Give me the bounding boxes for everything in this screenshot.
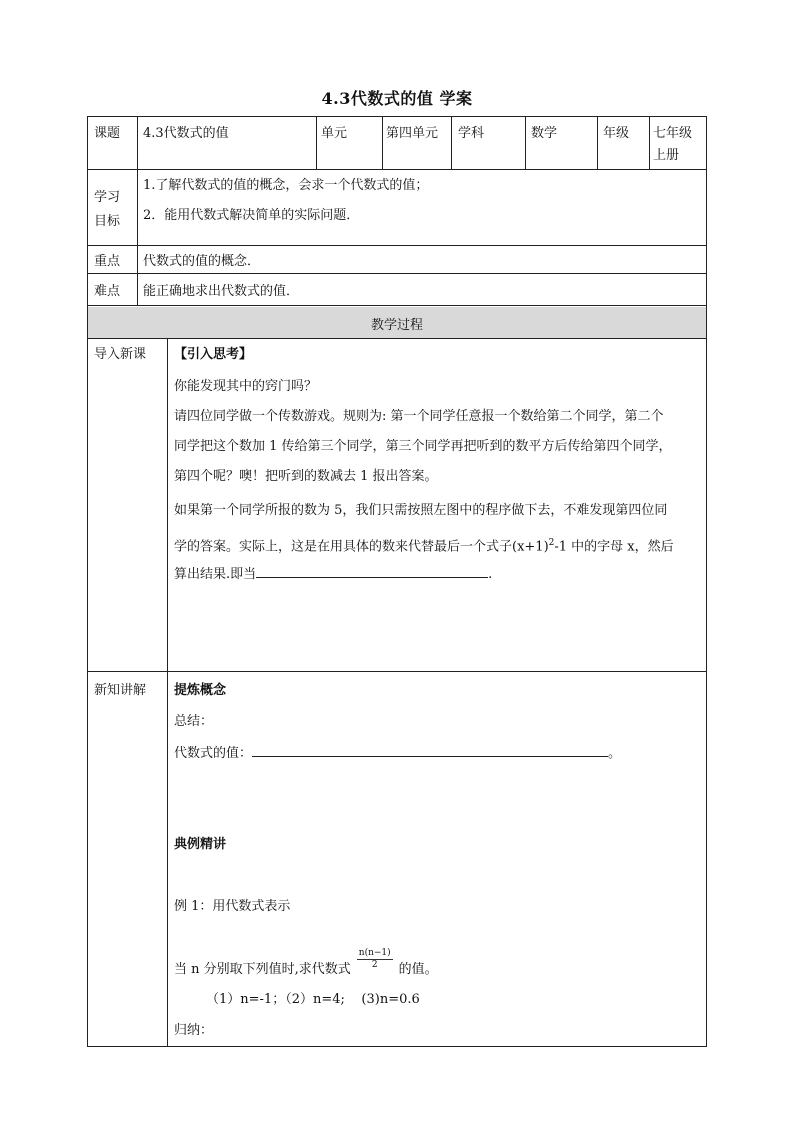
- lesson-value: 4.3代数式的值: [143, 126, 229, 141]
- grade-value: 七年级上册: [653, 126, 693, 163]
- intro-text-part: -1 中的字母 x，然后: [554, 539, 674, 555]
- intro-text-line: [174, 563, 492, 586]
- row-divider: [87, 245, 707, 246]
- definition-label: 代数式的值：: [174, 746, 253, 761]
- goals-label: 学习目标: [94, 190, 121, 229]
- concept-heading: 提炼概念: [174, 683, 227, 698]
- unit-value: 第四单元: [386, 126, 439, 141]
- table-border-left: [87, 116, 88, 1047]
- intro-heading: 【引入思考】: [174, 347, 253, 362]
- definition-line: [174, 742, 621, 765]
- focus-label: 重点: [94, 254, 121, 269]
- intro-text-line: 请四位同学做一个传数游戏。规则为: 第一个同学任意报一个数给第二个同学，第二个: [174, 409, 664, 424]
- row-divider: [87, 671, 707, 672]
- lesson-label: 课题: [94, 126, 121, 141]
- row-divider: [87, 169, 707, 170]
- intro-text-line: 第四个呢？噢！把听到的数减去 1 报出答案。: [174, 469, 438, 484]
- subject-label: 学科: [458, 126, 485, 141]
- goal-item: 1.了解代数式的值的概念，会求一个代数式的值；: [143, 178, 429, 193]
- column-divider: [451, 116, 452, 169]
- answer-blank[interactable]: [256, 563, 488, 578]
- intro-text-part: 算出结果.即当: [174, 567, 257, 582]
- definition-blank[interactable]: [252, 742, 608, 757]
- table-border-bottom: [87, 1046, 707, 1047]
- prompt-text: 当 n 分别取下列值时,求代数式: [174, 962, 351, 977]
- column-divider: [167, 338, 168, 1047]
- prompt-text: 的值。: [398, 962, 438, 977]
- example-1: 例 1：用代数式表示: [174, 899, 291, 914]
- fraction: [357, 948, 393, 971]
- focus-value: 代数式的值的概念．: [143, 254, 261, 269]
- table-border-right: [706, 116, 707, 1047]
- row-divider: [87, 305, 707, 306]
- intro-text-line: 同学把这个数加 1 传给第三个同学，第三个同学再把听到的数平方后传给第四个同学，: [174, 439, 672, 454]
- grade-label: 年级: [603, 126, 630, 141]
- definition-end: 。: [608, 746, 622, 761]
- fraction-numerator: n(n−1): [358, 948, 391, 958]
- column-divider: [316, 116, 317, 169]
- example-prompt: [174, 948, 438, 981]
- subject-value: 数学: [531, 126, 558, 141]
- column-divider: [382, 116, 383, 169]
- difficulty-value: 能正确地求出代数式的值．: [143, 284, 300, 299]
- column-divider: [525, 116, 526, 169]
- column-divider: [137, 116, 138, 305]
- summary-label: 总结：: [174, 714, 214, 729]
- table-border-top: [87, 116, 707, 117]
- exponent: 2: [548, 538, 555, 548]
- unit-label: 单元: [321, 126, 348, 141]
- fraction-denominator: 2: [371, 960, 378, 970]
- column-divider: [649, 116, 650, 169]
- intro-text-line: [174, 532, 674, 558]
- example-items: （1）n=-1；（2）n=4; (3)n=0.6: [206, 992, 420, 1007]
- examples-heading: 典例精讲: [174, 837, 227, 852]
- intro-text-line: 如果第一个同学所报的数为 5，我们只需按照左图中的程序做下去，不难发现第四位同: [174, 503, 668, 518]
- process-heading: 教学过程: [370, 318, 423, 333]
- row-divider: [87, 338, 707, 339]
- row-divider: [87, 273, 707, 274]
- newknowledge-label: 新知讲解: [94, 683, 147, 698]
- page-title: 4.3代数式的值 学案: [321, 89, 473, 108]
- goal-item: 2．能用代数式解决简单的实际问题．: [143, 208, 360, 223]
- intro-question: 你能发现其中的窍门吗？: [174, 379, 318, 394]
- column-divider: [597, 116, 598, 169]
- intro-text-part: 学的答案。实际上，这是在用具体的数来代替最后一个式子(x+1): [174, 539, 549, 555]
- intro-label: 导入新课: [94, 347, 147, 362]
- intro-text-part: .: [488, 567, 493, 582]
- difficulty-label: 难点: [94, 284, 121, 299]
- conclude-label: 归纳：: [174, 1023, 214, 1038]
